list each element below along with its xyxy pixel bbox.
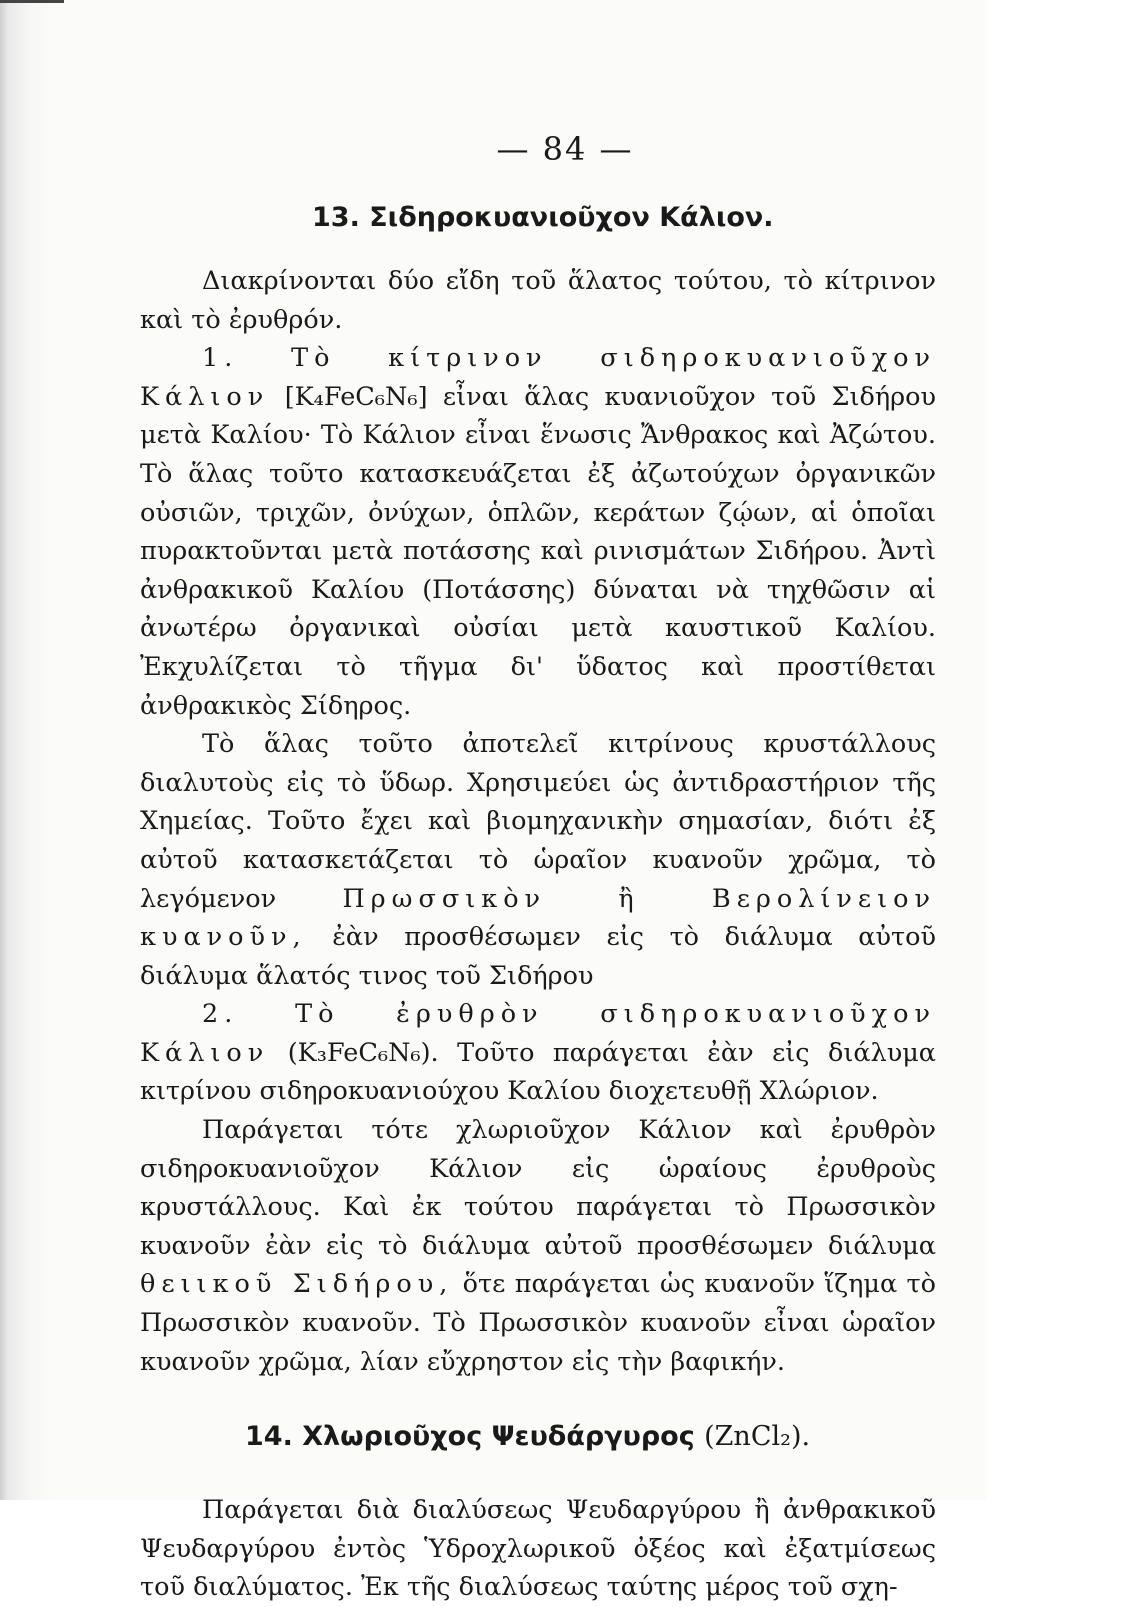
chemical-formula: (ZnCl₂). [704,1421,811,1453]
spaced-term: 2. Τὸ ἐρυθρὸν σιδηροκυανιοῦχον Κάλιον [140,999,936,1068]
section-13-paragraph-2 [140,339,936,725]
section-13-heading: 13. Σιδηροκυανιοῦχον Κάλιον. [312,202,774,233]
paragraph-text: Παράγεται τότε χλωριοῦχον Κάλιον καὶ ἐρυθρὸν σιδηροκυανιοῦχον Κάλιον εἰς ὡραίους ἐρυθροὺς κρυστάλλους. Καὶ ἐκ τούτου παράγεται τὸ Πρωσσικὸν κυανοῦν ἐὰν εἰς τὸ διάλυμα αὐτοῦ προσθέσωμεν διάλυμα [140,1115,936,1261]
section-14-paragraph-1 [140,1491,936,1607]
section-13-paragraph-4 [140,995,936,1111]
paragraph-text: Τοῦτο παράγεται ἐὰν εἰς διάλυμα κιτρίνου σιδηροκυανιούχου Καλίου διοχετευθῇ Χλώριον. [140,1037,937,1107]
paragraph-text: ὅτε παράγεται ὡς κυανοῦν ἵζημα τὸ Πρωσσικὸν κυανοῦν. Τὸ Πρωσσικὸν κυανοῦν εἶναι ὡραῖον κυανοῦν χρῶμα, λίαν εὔχρηστον εἰς τὴν βαφικήν. [140,1269,936,1377]
section-14-heading [140,1417,936,1457]
page-number: — 84 — [496,130,634,168]
section-13-paragraph-5 [140,1111,936,1381]
spaced-term: 1. Τὸ κίτρινον σιδηροκυανιοῦχον Κάλιον [140,343,936,412]
spaced-term: Πρωσσικὸν ἢ Βερολίνειον κυανοῦν, [140,883,936,953]
spaced-term: θειικοῦ Σιδήρου, [140,1269,454,1300]
section-13-paragraph-3 [140,725,936,995]
paragraph-text: εἶναι ἅλας κυανιοῦχον τοῦ Σιδήρου μετὰ Καλίου· Τὸ Κάλιον εἶναι ἕνωσις Ἄνθρακος καὶ Ἀζώτου. Τὸ ἅλας τοῦτο κατασκευάζεται ἐξ ἀζωτούχων ὀργανικῶν οὐσιῶν, τριχῶν, ὀνύχων, ὁπλῶν, κεράτων ζῴων, αἱ ὁποῖαι πυρακτοῦνται μετὰ ποτάσσης καὶ ρινισμάτων Σιδήρου. Ἀντὶ ἀνθρακικοῦ Καλίου (Ποτάσσης) δύναται νὰ τηχθῶσιν αἱ ἀνωτέρω ὀργανικαὶ οὐσίαι μετὰ καυστικοῦ Καλίου. Ἐκχυλίζεται τὸ τῆγμα δι' ὕδατος καὶ προστίθεται ἀνθρακικὸς Σίδηρος. [140,381,937,721]
section-14-title: 14. Χλωριοῦχος Ψευδάργυρος [245,1421,695,1453]
chemical-formula: (K₃FeC₆N₆). [287,1037,439,1068]
page-binding-edge [0,0,52,1500]
paragraph-text: Τὸ ἅλας τοῦτο ἀποτελεῖ κιτρίνους κρυστάλλους διαλυτοὺς εἰς τὸ ὕδωρ. Χρησιμεύει ὡς ἀντιδραστήριον τῆς Χημείας. Τοῦτο ἔχει καὶ βιομηχανικὴν σημασίαν, διότι ἐξ αὐτοῦ κατασκετάζεται τὸ ὡραῖον κυανοῦν χρῶμα, τὸ λεγόμενον [140,729,936,914]
paragraph-text: Παράγεται διὰ διαλύσεως Ψευδαργύρου ἢ ἀνθρακικοῦ Ψευδαργύρου ἐντὸς Ὑδροχλωρικοῦ ὀξέος καὶ ἐξατμίσεως τοῦ διαλύματος. Ἐκ τῆς διαλύσεως ταύτης μέρος τοῦ σχη- [140,1495,936,1603]
paragraph-text: Διακρίνονται δύο εἴδη τοῦ ἅλατος τούτου, τὸ κίτρινον καὶ τὸ ἐρυθρόν. [140,266,936,335]
chemical-formula: [K₄FeC₆N₆] [284,381,428,412]
paragraph-text: ἐὰν προσθέσωμεν εἰς τὸ διάλυμα αὐτοῦ διάλυμα ἅλατός τινος τοῦ Σιδήρου [140,922,936,991]
section-13-paragraph-1 [140,262,936,339]
page-text [140,198,936,1607]
edge-mark [0,0,64,3]
